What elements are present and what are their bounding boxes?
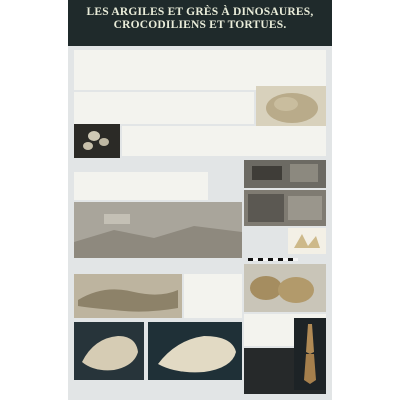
title-band — [68, 0, 332, 46]
poster — [68, 0, 332, 400]
paving-heading — [74, 160, 234, 170]
crocodile-skull-photo-right — [148, 322, 242, 380]
excavation-photo — [74, 202, 242, 258]
paving-text — [74, 172, 208, 200]
tooth-caption — [244, 232, 286, 250]
crocodile-jaw-photo — [74, 274, 182, 318]
egg-cluster-photo — [74, 124, 120, 158]
site-photo-middle — [244, 190, 326, 226]
bone-fragment-photo — [244, 264, 326, 312]
crocodile-skull-photo-left — [74, 322, 144, 380]
intro-paragraph — [74, 50, 326, 90]
dinosaur-egg-photo — [256, 86, 326, 128]
rognacien-section — [74, 92, 254, 124]
legbone-caption — [294, 392, 326, 398]
poster-title: LES ARGILES ET GRÈS À DINOSAURES, CROCODILIENS ET TORTUES. — [86, 6, 314, 31]
skull-caption — [74, 382, 242, 392]
scale-bar — [248, 258, 298, 261]
crocodile-heading — [74, 262, 242, 272]
rognacien-continued — [122, 126, 326, 156]
rhabdodon-leg-photo — [294, 318, 326, 390]
site-photo-top — [244, 160, 326, 188]
tooth-photo — [288, 228, 326, 254]
crocodile-text — [184, 274, 242, 318]
